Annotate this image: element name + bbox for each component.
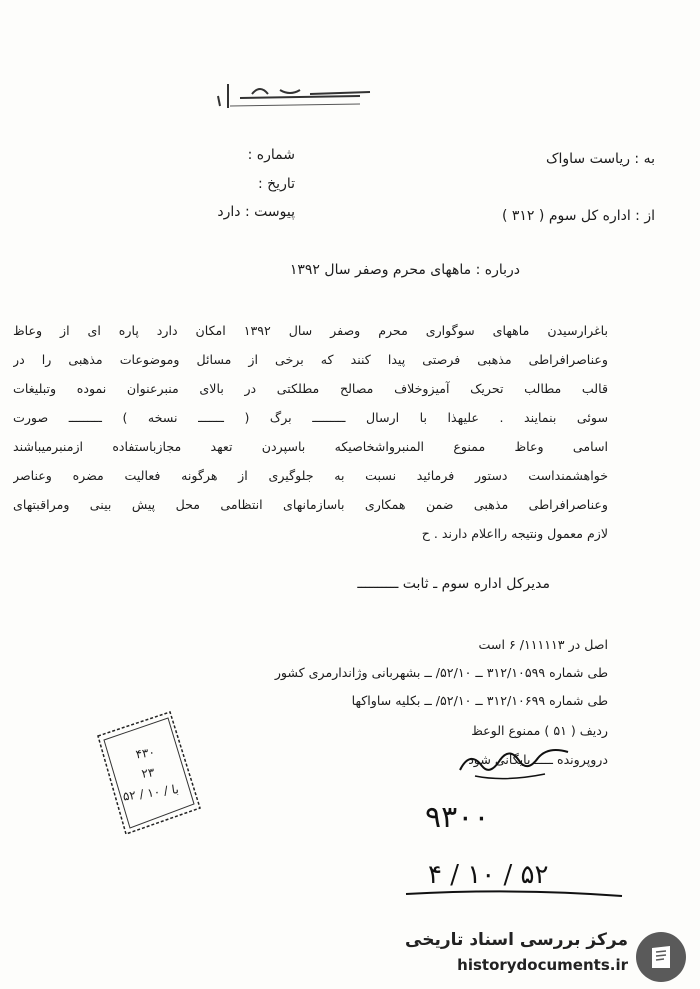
- signature-line: مدیرکل اداره سوم ـ ثابت ــــــــــ: [357, 576, 550, 592]
- body-line: باغرارسیدن ماههای سوگواری محرم وصفر سال ۱۳۹۲ امکان دارد پاره ای از وعاظ: [13, 323, 608, 338]
- stamp-line: با / ۱۰ / ۵۲: [122, 781, 180, 804]
- watermark-title: مرکز بررسی اسناد تاریخی: [405, 930, 628, 950]
- watermark-url: historydocuments.ir: [457, 956, 628, 974]
- handwritten-date: ۵۲ / ۱۰ / ۴: [428, 860, 549, 890]
- date-underline: [404, 888, 624, 898]
- body-line: وعناصرافراطی مذهبی فرصتی پیدا کنند که برخی از مسائل وموضوعات مذهبی را در: [13, 352, 608, 367]
- letter-body: [13, 316, 608, 548]
- subject-line: درباره : ماههای محرم وصفر سال ۱۳۹۲: [289, 262, 520, 278]
- stamp-line: ۴۳۰: [134, 744, 156, 762]
- body-line: قالب مطالب تحریک آمیزوخلاف مصالح مطلکتی در بالای منبرعنوان نموده وتبلیغات: [13, 381, 608, 396]
- archive-watermark: [396, 922, 700, 989]
- distribution-line: ردیف ( ۵۱ ) ممنوع الوعظ: [471, 723, 608, 738]
- handwritten-signature: [455, 742, 575, 782]
- header-scribble: [210, 76, 375, 112]
- body-line: اسامی وعاظ ممنوع المنبرواشخاصیکه باسپردن تعهد مجازباستفاده ازمنبرمیباشند: [13, 439, 608, 454]
- recipient-line: به : ریاست ساواک: [545, 151, 655, 167]
- handwritten-number: ۹۳۰۰: [425, 800, 490, 835]
- body-line: سوئی بنمایند . علیهذا با ارسال ـــــــــ برگ ( ـــــــ نسخه ) ـــــــــ صورت: [13, 410, 608, 425]
- stamp-line: ۲۳: [140, 765, 156, 781]
- body-line: لازم معمول ونتیجه رااعلام دارند . ح: [421, 526, 608, 541]
- distribution-line: طی شماره ۳۱۲/۱۰۵۹۹ ــ ۵۲/۱۰/ ــ بشهربانی وژاندارمری کشور: [274, 665, 608, 680]
- stamp-text: [114, 739, 182, 807]
- date-label: تاریخ :: [257, 176, 295, 192]
- distribution-line: اصل در ۱۱۱۱۱۳/ ۶ است: [478, 637, 608, 652]
- number-label: شماره :: [247, 147, 295, 163]
- body-line: خواهشمنداست دستور فرمائید نسبت به جلوگیری از هرگونه فعالیت مضره وعناصر: [13, 468, 608, 483]
- sender-line: از : اداره کل سوم ( ۳۱۲ ): [501, 208, 655, 224]
- distribution-line: دروپرونده ـــــ بایگانی شود: [468, 752, 608, 767]
- distribution-line: طی شماره ۳۱۲/۱۰۶۹۹ ــ ۵۲/۱۰/ ــ بکلیه ساواکها: [351, 693, 608, 708]
- archive-logo-icon: [636, 932, 686, 982]
- attachment-line: پیوست : دارد: [217, 204, 295, 220]
- body-line: وعناصرافراطی مذهبی ضمن همکاری باسازمانهای انتظامی محل پیش بینی ومراقبتهای: [13, 497, 608, 512]
